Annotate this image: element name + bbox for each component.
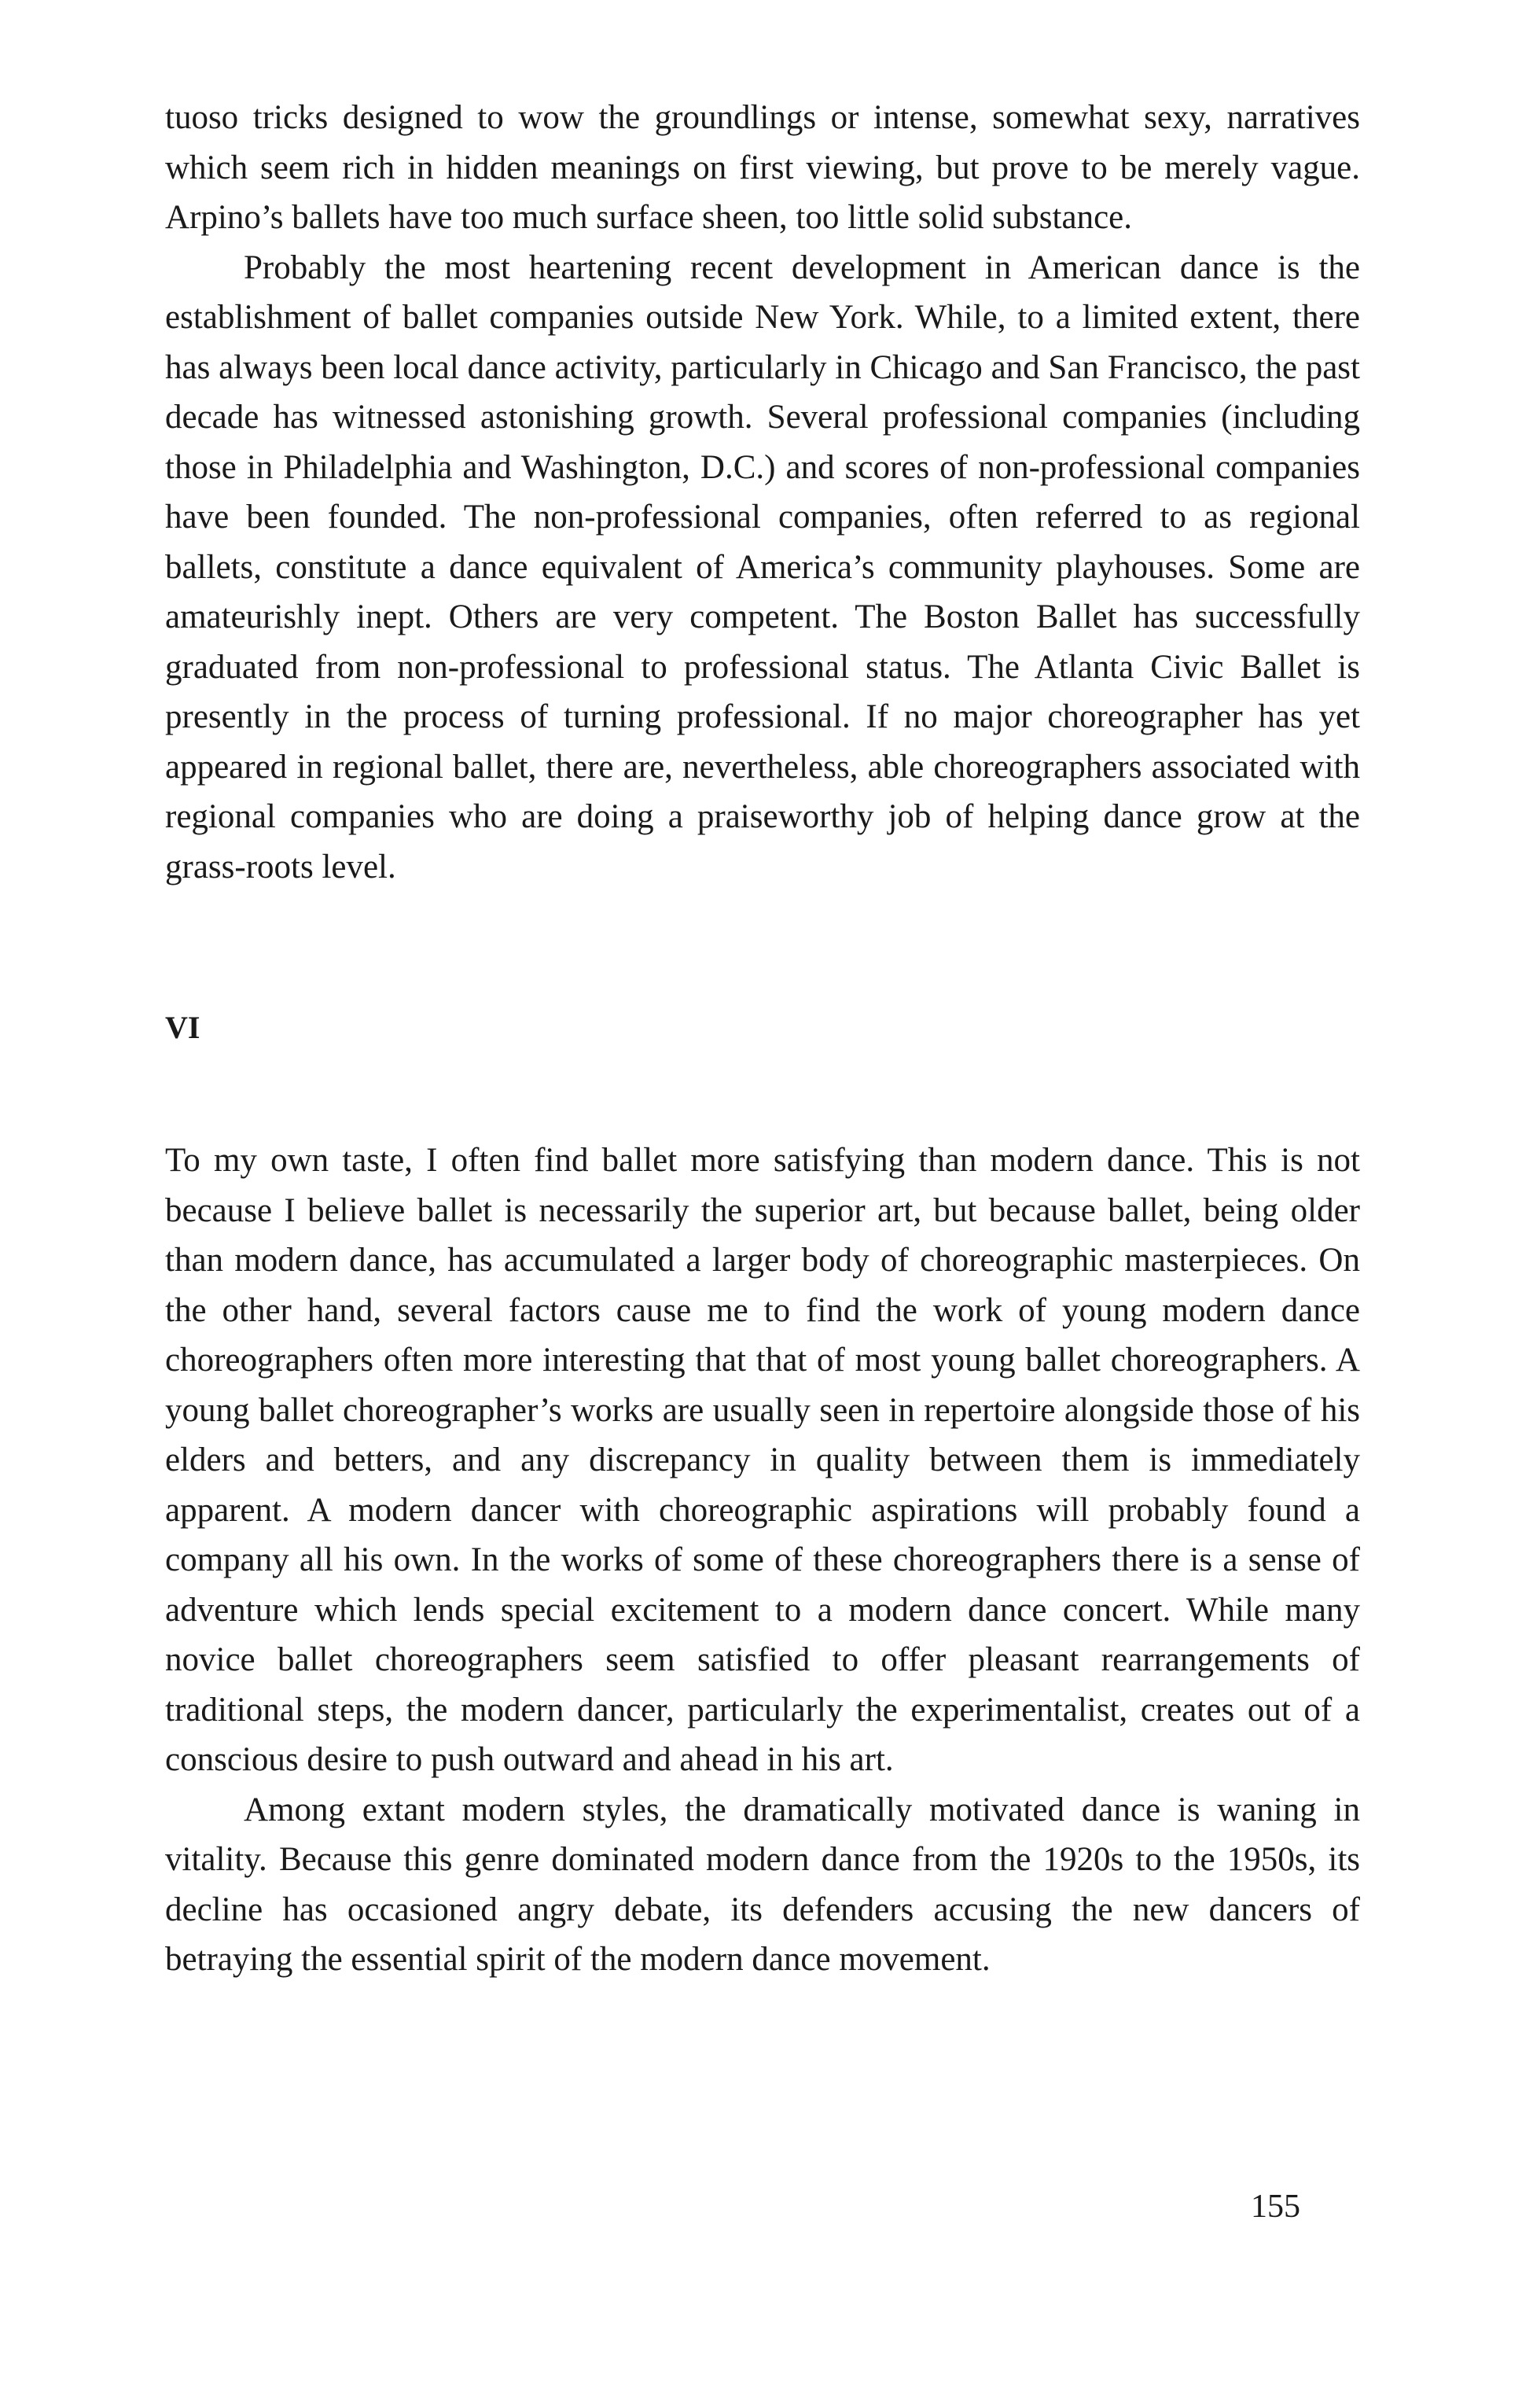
page-body xyxy=(165,93,1360,1985)
paragraph-regional-ballet: Probably the most heartening recent development in American dance is the establishment of ballet companies outside New York. While, to a limited extent, there has always been local dance activity, particularly in Chicago and San Francisco, the past decade has witnessed astonishing growth. Several professional companies (including those in Philadelphia and Washington, D.C.) and scores of non-professional companies have been founded. The non-professional companies, often referred to as regional ballets, constitute a dance equivalent of America’s community playhouses. Some are amateurishly inept. Others are very competent. The Boston Ballet has successfully graduated from non-professional to professional status. The Atlanta Civic Ballet is presently in the process of turning professional. If no major choreographer has yet appeared in regional ballet, there are, nevertheless, able choreographers associated with regional companies who are doing a praiseworthy job of helping dance grow at the grass-roots level. xyxy=(165,249,1360,886)
paragraph-personal-taste: To my own taste, I often find ballet more satisfying than modern dance. This is not because I believe ballet is necessarily the superior art, but because ballet, being older than modern dance, has accumulated a larger body of choreographic masterpieces. On the other hand, several factors cause me to find the work of young modern dance choreographers often more interesting that that of most young ballet choreographers. A young ballet choreographer’s works are usually seen in repertoire alongside those of his elders and betters, and any discrepancy in quality between them is immediately apparent. A modern dancer with choreographic aspirations will probably found a company all his own. In the works of some of these choreographers there is a sense of adventure which lends special excitement to a modern dance concert. While many novice ballet choreographers seem satisfied to offer pleasant rearrangements of traditional steps, the modern dancer, particularly the experimentalist, creates out of a conscious desire to push outward and ahead in his art. xyxy=(165,1142,1360,1778)
section-heading: VI xyxy=(165,1010,200,1045)
page-number: 155 xyxy=(1251,2189,1300,2225)
paragraph-modern-styles: Among extant modern styles, the dramatically motivated dance is waning in vitality. Because this genre dominated modern dance from the 1920s to the 1950s, its decline has occasioned angry debate, its defenders accusing the new dancers of betraying the essential spirit of the modern dance movement. xyxy=(165,1791,1360,1978)
paragraph-continuation: tuoso tricks designed to wow the groundlings or intense, somewhat sexy, narratives which seem rich in hidden meanings on first viewing, but prove to be merely vague. Arpino’s ballets have too much surface sheen, too little solid substance. xyxy=(165,99,1360,236)
